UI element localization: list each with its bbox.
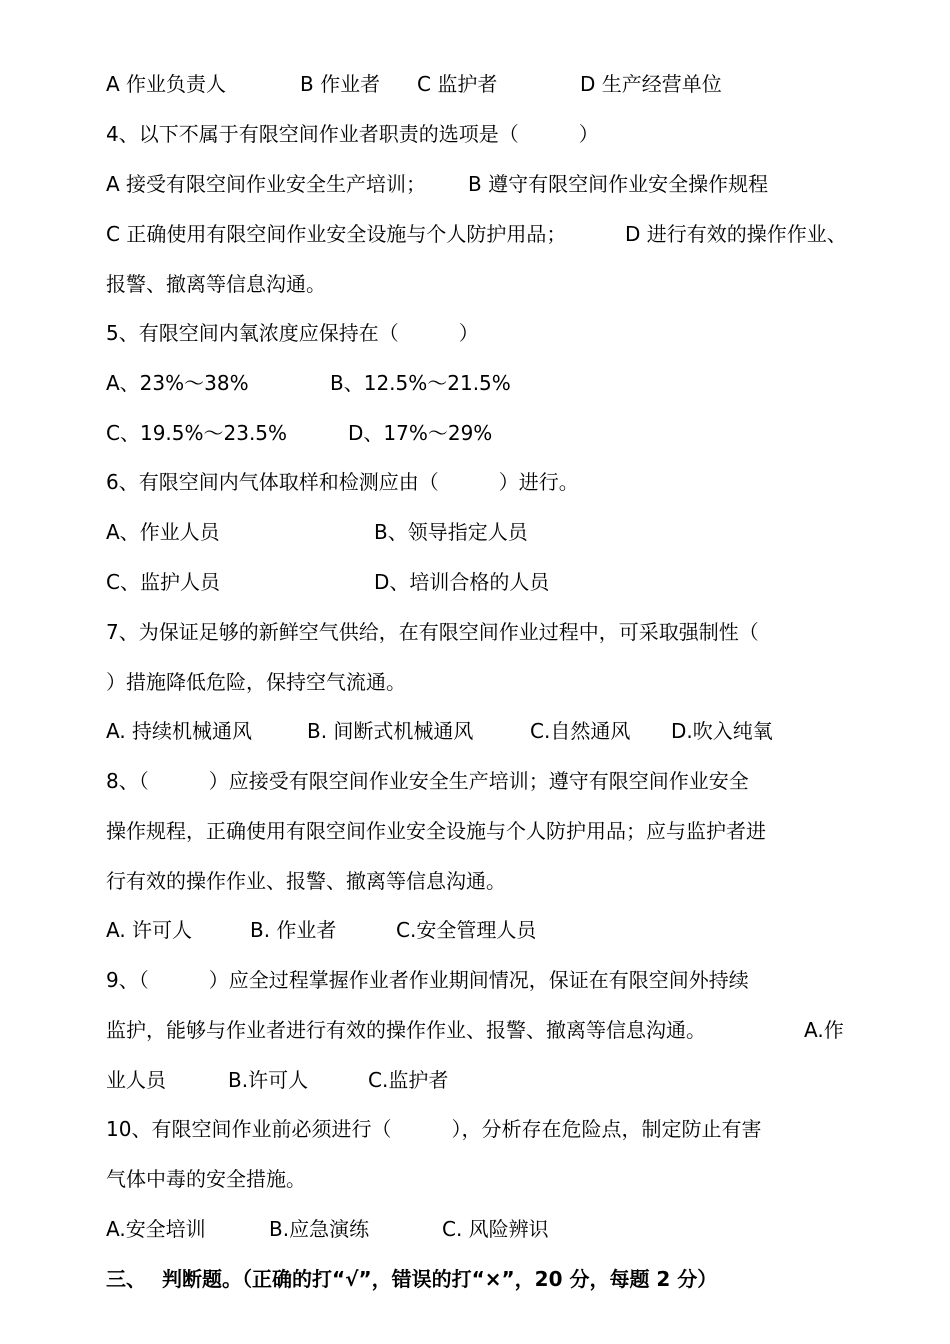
q5-option-a: A、23%～38% bbox=[106, 371, 249, 395]
q7-option-b: B. 间断式机械通风 bbox=[307, 719, 474, 743]
q10-option-c: C. 风险辨识 bbox=[442, 1217, 549, 1241]
q4-option-d-continued: 报警、撤离等信息沟通。 bbox=[106, 272, 326, 296]
q10-stem-line-2: 气体中毒的安全措施。 bbox=[106, 1167, 306, 1191]
q7-option-a: A. 持续机械通风 bbox=[106, 719, 253, 743]
q6-option-c: C、监护人员 bbox=[106, 570, 220, 594]
q6-stem: 6、有限空间内气体取样和检测应由（ ）进行。 bbox=[106, 470, 579, 494]
q4-stem: 4、以下不属于有限空间作业者职责的选项是（ ） bbox=[106, 122, 599, 146]
q9-option-b: B.许可人 bbox=[228, 1068, 309, 1092]
q10-option-b: B.应急演练 bbox=[269, 1217, 370, 1241]
q8-option-b: B. 作业者 bbox=[250, 918, 337, 942]
q10-stem-line-1: 10、有限空间作业前必须进行（ ），分析存在危险点，制定防止有害 bbox=[106, 1117, 762, 1141]
q6-option-b: B、领导指定人员 bbox=[374, 520, 528, 544]
q9-stem-line-1: 9、（ ）应全过程掌握作业者作业期间情况，保证在有限空间外持续 bbox=[106, 968, 749, 992]
q6-option-d: D、培训合格的人员 bbox=[374, 570, 550, 594]
q5-stem: 5、有限空间内氧浓度应保持在（ ） bbox=[106, 321, 479, 345]
section-3-title: 判断题。（正确的打“√”，错误的打“×”，20 分，每题 2 分） bbox=[162, 1267, 718, 1291]
q7-option-d: D.吹入纯氧 bbox=[671, 719, 773, 743]
q4-option-b: B 遵守有限空间作业安全操作规程 bbox=[468, 172, 769, 196]
q3-option-d: D 生产经营单位 bbox=[580, 72, 722, 96]
q3-option-c: C 监护者 bbox=[417, 72, 498, 96]
q10-option-a: A.安全培训 bbox=[106, 1217, 206, 1241]
q7-option-c: C.自然通风 bbox=[530, 719, 631, 743]
q3-option-a: A 作业负责人 bbox=[106, 72, 227, 96]
q9-option-c: C.监护者 bbox=[368, 1068, 449, 1092]
q4-option-c: C 正确使用有限空间作业安全设施与个人防护用品； bbox=[106, 222, 567, 246]
q8-stem-line-3: 行有效的操作作业、报警、撤离等信息沟通。 bbox=[106, 869, 506, 893]
q7-stem-line-1: 7、为保证足够的新鲜空气供给，在有限空间作业过程中，可采取强制性（ bbox=[106, 620, 759, 644]
section-3-number: 三、 bbox=[106, 1267, 146, 1291]
q5-option-c: C、19.5%～23.5% bbox=[106, 421, 288, 445]
q8-stem-line-1: 8、（ ）应接受有限空间作业安全生产培训；遵守有限空间作业安全 bbox=[106, 769, 749, 793]
q3-option-b: B 作业者 bbox=[300, 72, 381, 96]
q5-option-d: D、17%～29% bbox=[348, 421, 493, 445]
q8-option-a: A. 许可人 bbox=[106, 918, 193, 942]
q8-option-c: C.安全管理人员 bbox=[396, 918, 537, 942]
q9-option-a-continued: 业人员 bbox=[106, 1068, 166, 1092]
q4-option-d: D 进行有效的操作作业、 bbox=[625, 222, 847, 246]
q9-option-a: A.作 bbox=[804, 1018, 844, 1042]
q9-stem-text: 监护，能够与作业者进行有效的操作作业、报警、撤离等信息沟通。 bbox=[106, 1018, 706, 1042]
q4-option-a: A 接受有限空间作业安全生产培训； bbox=[106, 172, 427, 196]
q5-option-b: B、12.5%～21.5% bbox=[330, 371, 511, 395]
q8-stem-line-2: 操作规程，正确使用有限空间作业安全设施与个人防护用品；应与监护者进 bbox=[106, 819, 766, 843]
q7-stem-line-2: ）措施降低危险，保持空气流通。 bbox=[106, 670, 406, 694]
q6-option-a: A、作业人员 bbox=[106, 520, 220, 544]
